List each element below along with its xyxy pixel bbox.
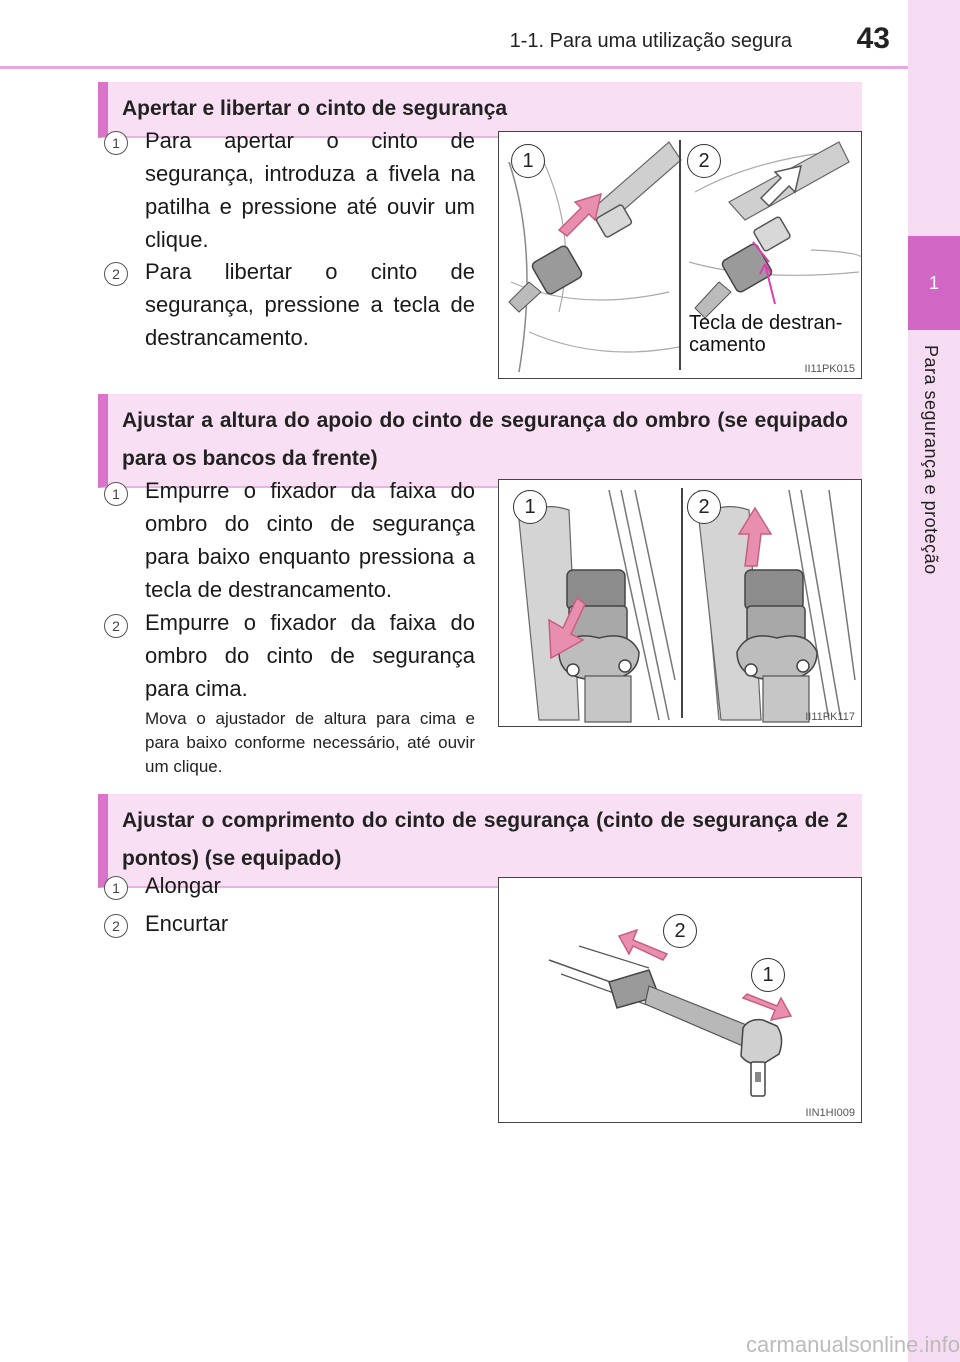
step-text: Empurre o fixador da faixa do ombro do cinto de segurança para cima. [145,610,475,701]
figure-shoulder-anchor [498,479,862,727]
step-text: Para apertar o cinto de segurança, introduza a fivela na patilha e pressione até ouvir um clique. [145,128,475,252]
step-number: 1 [104,131,128,155]
section-header-shoulder-anchor: Ajustar a altura do apoio do cinto de segurança do ombro (se equipado para os bancos da frente) [98,394,862,488]
step-number: 2 [104,262,128,286]
header-rule [0,66,908,69]
page-number: 43 [856,22,890,55]
step-number: 2 [104,914,128,938]
chapter-section-title: 1-1. Para uma utilização segura [509,30,792,52]
figure-callout: 1 [511,144,545,178]
step-text: Alongar [145,873,221,898]
release-button-label: Tecla de destran- camento [689,312,843,356]
step-number: 2 [104,614,128,638]
side-tab-chapter-title: Para segurança e proteção [921,345,941,575]
section-header-buckle: Apertar e libertar o cinto de segurança [98,82,862,138]
figure-buckle [498,131,862,379]
figure-callout: 2 [687,144,721,178]
figure-divider [679,140,681,370]
side-tab-chapter-number[interactable]: 1 [908,236,960,330]
step-number: 1 [104,482,128,506]
figure-code: IIN1HI009 [805,1107,855,1119]
step-number: 1 [104,876,128,900]
step-text: Empurre o fixador da faixa do ombro do cinto de segurança para baixo enquanto pressiona a tecla de destrancamento. [145,478,475,602]
figure-callout: 2 [687,490,721,524]
figure-code: II11PK015 [804,363,855,375]
section-header-belt-length: Ajustar o comprimento do cinto de segurança (cinto de segurança de 2 pontos) (se equipado) [98,794,862,888]
footer-watermark[interactable]: carmanualsonline.info [745,1332,960,1357]
figure-belt-length [498,877,862,1123]
step-text: Encurtar [145,911,229,936]
step-note: Mova o ajustador de altura para cima e para baixo conforme necessário, até ouvir um clique. [145,709,475,776]
figure-callout: 1 [513,490,547,524]
figure-code: II11PK117 [805,711,855,723]
step-text: Para libertar o cinto de segurança, pressione a tecla de destrancamento. [145,259,475,350]
figure-callout: 2 [663,914,697,948]
side-tab-strip [908,0,960,1362]
figure-callout: 1 [751,958,785,992]
figure-divider [681,488,683,718]
